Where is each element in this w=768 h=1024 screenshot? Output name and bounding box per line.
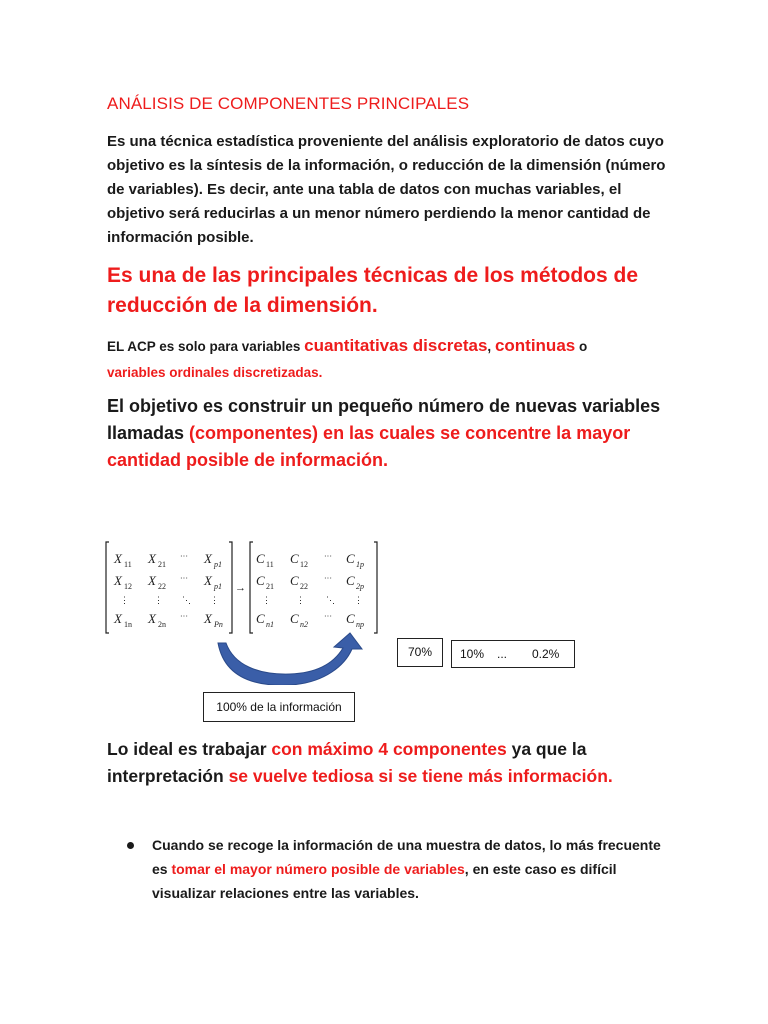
x-row1-hdots: ···	[180, 552, 188, 561]
c22-sub: 22	[300, 582, 308, 591]
x-vdots-2: ⋮	[154, 595, 163, 605]
x21-sub: 21	[158, 560, 166, 569]
acp-continuas: continuas	[494, 336, 576, 355]
x-vdots-1: ⋮	[120, 595, 129, 605]
c-rown-hdots: ···	[324, 612, 332, 621]
c-matrix-left-bracket	[250, 542, 253, 633]
x-ddots: ⋱	[182, 595, 191, 605]
ideal-d: se vuelve tediosa si se tiene más información.	[228, 766, 613, 786]
info-100-label: 100% de la información	[216, 700, 342, 714]
c-ddots: ⋱	[326, 595, 335, 605]
percent-range-box	[451, 640, 575, 668]
highlight-statement: Es una de las principales técnicas de los métodos de reducción de la dimensión.	[107, 264, 639, 317]
acp-o: o	[575, 339, 588, 354]
x2n-letter: X	[148, 611, 156, 626]
x1n-sub: 1n	[124, 620, 132, 629]
x11-letter: X	[114, 551, 122, 566]
intro-paragraph: Es una técnica estadística proveniente del análisis exploratorio de datos cuyo objetivo es la síntesis de la información, o reducción de la dimensión (número de variables). Es decir, ante una tabla de datos con muchas variables, el objetivo será reducirlas a un menor número perdiendo la menor cantidad de información posible.	[107, 133, 666, 246]
c12-sub: 12	[300, 560, 308, 569]
c-row2-hdots: ···	[324, 574, 332, 583]
c1p-letter: C	[346, 551, 355, 566]
x-row2-hdots: ···	[180, 574, 188, 583]
cn1-sub: n1	[266, 620, 274, 629]
x12-sub: 12	[124, 582, 132, 591]
xpn-sub: Pn	[214, 620, 223, 629]
c11-letter: C	[256, 551, 265, 566]
c22-letter: C	[290, 573, 299, 588]
matrix-arrow: →	[235, 582, 246, 594]
ideal-paragraph	[107, 736, 667, 790]
x-matrix-left-bracket	[106, 542, 109, 633]
xp1-sub: p1	[214, 560, 222, 569]
c-row1-hdots: ···	[324, 552, 332, 561]
x1n-letter: X	[114, 611, 122, 626]
acp-cuantitativas: cuantitativas discretas	[304, 336, 488, 355]
c-vdots-1: ⋮	[262, 595, 271, 605]
bullet-paragraph	[152, 833, 662, 905]
percent-70-box	[397, 638, 443, 667]
ideal-b: con máximo 4 componentes	[271, 739, 507, 759]
acp-ordinales: variables ordinales discretizadas.	[107, 365, 323, 380]
x22-sub: 22	[158, 582, 166, 591]
c1p-sub: 1p	[356, 560, 364, 569]
x21-letter: X	[148, 551, 156, 566]
x22-letter: X	[148, 573, 156, 588]
cn1-letter: C	[256, 611, 265, 626]
c21-letter: C	[256, 573, 265, 588]
x2n-sub: 2n	[158, 620, 166, 629]
cn2-sub: n2	[300, 620, 308, 629]
c2p-letter: C	[346, 573, 355, 588]
xp1-letter: X	[204, 551, 212, 566]
objetivo-paragraph	[107, 393, 667, 474]
percent-ellipsis: ...	[497, 647, 508, 661]
c-vdots-2: ⋮	[296, 595, 305, 605]
objetivo-black: El objetivo es construir un pequeño número de nuevas variables llamadas	[107, 396, 661, 443]
cnp-sub: np	[356, 620, 364, 629]
c-vdots-3: ⋮	[354, 595, 363, 605]
cnp-letter: C	[346, 611, 355, 626]
x11-sub: 11	[124, 560, 132, 569]
percent-70-label: 70%	[407, 645, 433, 659]
bullet-b: tomar el mayor número posible de variables	[171, 861, 465, 877]
c12-letter: C	[290, 551, 299, 566]
x-rown-hdots: ···	[180, 612, 188, 621]
acp-variables-paragraph	[107, 333, 687, 386]
document-title: ANÁLISIS DE COMPONENTES PRINCIPALES	[107, 94, 470, 113]
bullet-c: , en este caso es difícil visualizar relaciones entre las variables.	[152, 861, 617, 901]
acp-comma: ,	[487, 339, 495, 354]
percent-02-label: 0.2%	[532, 647, 560, 661]
bullet-dot-icon	[127, 842, 134, 849]
x-matrix-right-bracket	[229, 542, 232, 633]
ideal-a: Lo ideal es trabajar	[107, 739, 272, 759]
percent-10-label: 10%	[460, 647, 485, 661]
matrix-diagram	[100, 535, 390, 685]
acp-prefix: EL ACP es solo para variables	[107, 339, 305, 354]
ideal-c: ya que la interpretación	[107, 739, 587, 786]
x12-letter: X	[114, 573, 122, 588]
xp1b-letter: X	[204, 573, 212, 588]
bullet-a: Cuando se recoge la información de una muestra de datos, lo más frecuente es	[152, 837, 661, 877]
info-100-box	[203, 692, 355, 722]
curved-arrow-icon	[218, 633, 362, 685]
c-matrix-right-bracket	[374, 542, 377, 633]
c2p-sub: 2p	[356, 582, 364, 591]
c11-sub: 11	[266, 560, 274, 569]
x-vdots-3: ⋮	[210, 595, 219, 605]
xpn-letter: X	[204, 611, 212, 626]
cn2-letter: C	[290, 611, 299, 626]
xp1b-sub: p1	[214, 582, 222, 591]
c21-sub: 21	[266, 582, 274, 591]
objetivo-red: (componentes) en las cuales se concentre la mayor cantidad posible de información.	[107, 423, 631, 470]
